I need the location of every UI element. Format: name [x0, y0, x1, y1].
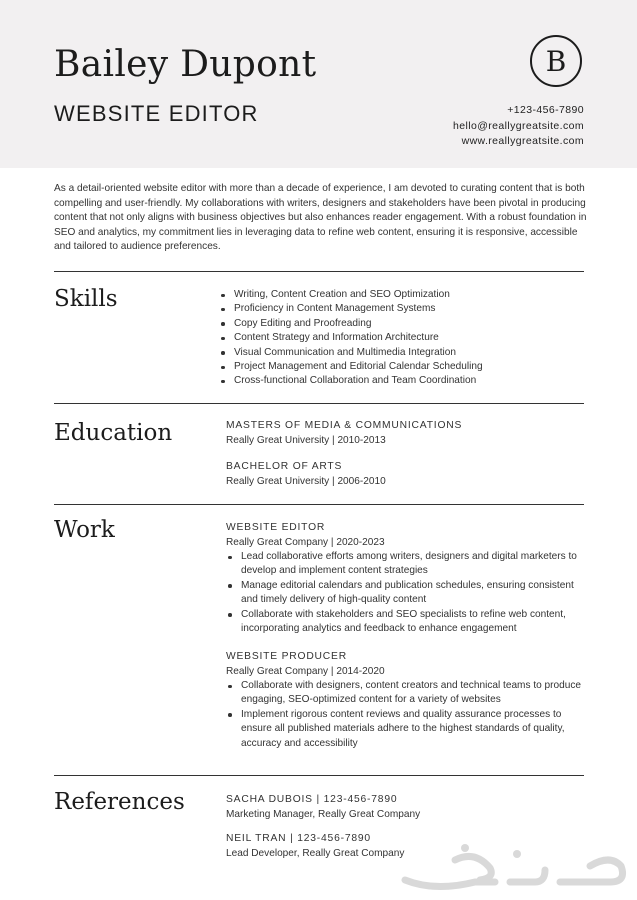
work-bullet: Collaborate with stakeholders and SEO specialists to refine web content, incorporating analytics and feedback to enhance engagement — [226, 608, 588, 637]
work-bullet: Collaborate with designers, content creators and technical teams to produce engaging, SEO-optimized content for a variety of websites — [226, 679, 588, 708]
skill-item: Writing, Content Creation and SEO Optimization — [219, 288, 581, 302]
email-address: hello@reallygreatsite.com — [453, 119, 584, 132]
profile-summary: As a detail-oriented website editor with more than a decade of experience, I am devoted to curating content that is both compelling and user-friendly. My collaborations with writers, designers and stakeholders have been pivotal in producing content that not only aligns with business objectives but also enhances reader engagement. With a robust foundation in SEO and analytics, my commitment lies in leveraging data to refine web content, ensuring it is responsive, accessible and tailored to audience preferences. — [54, 183, 587, 253]
divider — [54, 504, 584, 505]
school-info: Really Great University | 2006-2010 — [226, 476, 386, 487]
school-info: Really Great University | 2010-2013 — [226, 435, 386, 446]
job-role: WEBSITE PRODUCER — [226, 651, 347, 662]
website-address: www.reallygreatsite.com — [461, 135, 584, 147]
reference-role: Marketing Manager, Really Great Company — [226, 809, 421, 820]
degree-name: MASTERS OF MEDIA & COMMUNICATIONS — [226, 420, 463, 431]
divider — [54, 775, 584, 776]
section-title-education: Education — [54, 420, 173, 446]
degree-name: BACHELOR OF ARTS — [226, 461, 343, 472]
haraj-watermark-logo — [395, 840, 635, 900]
reference-entry — [226, 793, 588, 822]
contact-info — [453, 103, 584, 150]
reference-name: NEIL TRAN | 123-456-7890 — [226, 833, 371, 844]
section-title-skills: Skills — [54, 286, 118, 312]
phone-number: +123-456-7890 — [507, 104, 584, 116]
section-title-work: Work — [54, 517, 115, 543]
work-bullet: Lead collaborative efforts among writers, designers and digital marketers to develop and implement content strategies — [226, 550, 588, 579]
job-role: WEBSITE EDITOR — [226, 522, 326, 533]
company-info: Really Great Company | 2020-2023 — [226, 537, 385, 548]
education-entry — [226, 460, 588, 489]
skill-item: Visual Communication and Multimedia Integration — [219, 346, 581, 360]
work-bullet: Implement rigorous content reviews and quality assurance processes to ensure all published materials adhere to the highest standards of quality, accuracy and accessibility — [226, 708, 588, 751]
section-title-references: References — [54, 789, 185, 815]
monogram-logo: B — [530, 35, 582, 87]
skill-item: Copy Editing and Proofreading — [219, 317, 581, 331]
work-entry — [226, 521, 588, 636]
resume-header — [0, 0, 637, 168]
skills-list — [219, 288, 581, 389]
skill-item: Cross-functional Collaboration and Team Coordination — [219, 374, 581, 388]
work-bullet: Manage editorial calendars and publication schedules, ensuring consistent and timely delivery of high-quality content — [226, 579, 588, 608]
skill-item: Proficiency in Content Management Systems — [219, 302, 581, 316]
skill-item: Content Strategy and Information Architecture — [219, 331, 581, 345]
reference-name: SACHA DUBOIS | 123-456-7890 — [226, 794, 398, 805]
education-entry — [226, 419, 588, 448]
work-entry — [226, 650, 588, 751]
divider — [54, 271, 584, 272]
skill-item: Project Management and Editorial Calendar Scheduling — [219, 360, 581, 374]
candidate-name: Bailey Dupont — [54, 44, 317, 85]
company-info: Really Great Company | 2014-2020 — [226, 666, 385, 677]
reference-role: Lead Developer, Really Great Company — [226, 848, 405, 859]
job-title: WEBSITE EDITOR — [54, 101, 259, 126]
divider — [54, 403, 584, 404]
